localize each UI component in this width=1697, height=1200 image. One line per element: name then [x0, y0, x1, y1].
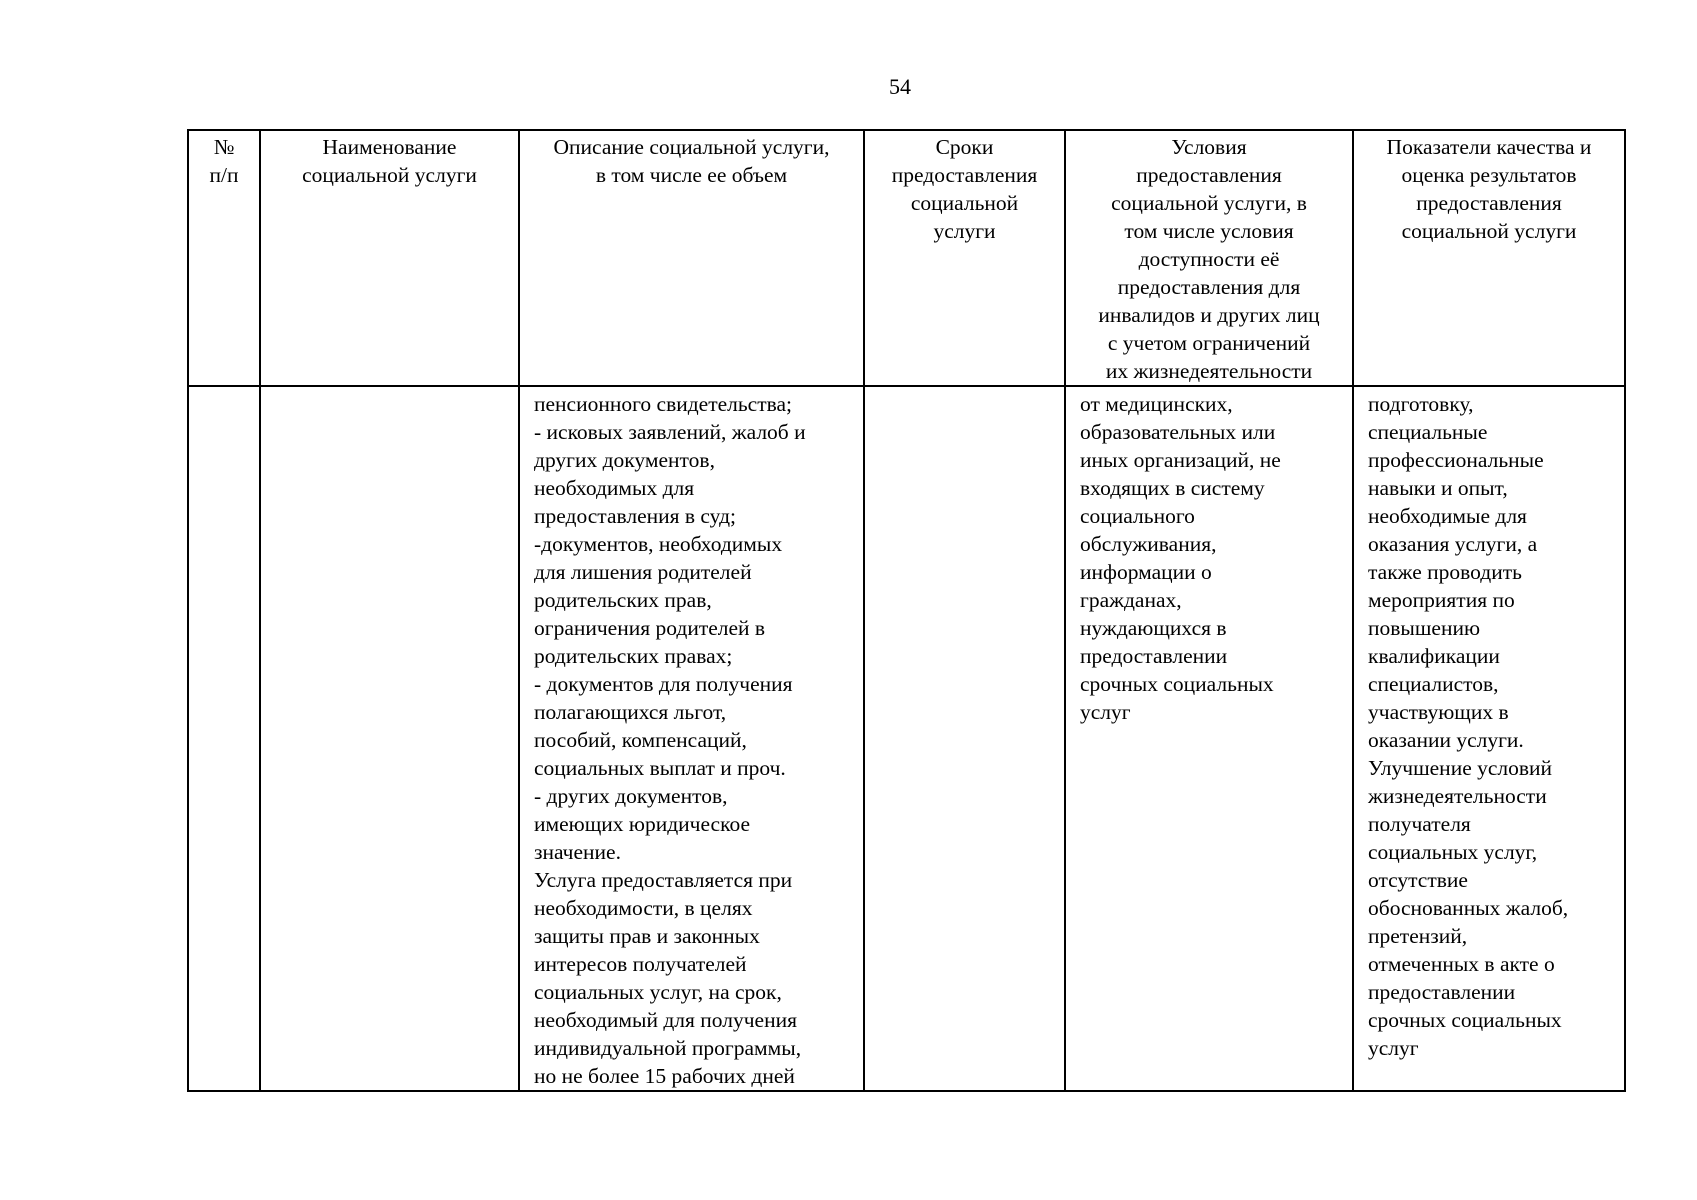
text-line: мероприятия по — [1368, 588, 1515, 612]
text-line: жизнедеятельности — [1368, 784, 1547, 808]
text-line: Условия — [1171, 135, 1247, 159]
header-service-name — [260, 130, 519, 386]
text-line: значение. — [534, 840, 621, 864]
text-line: родительских правах; — [534, 644, 733, 668]
text-line: предоставлении — [1080, 644, 1228, 668]
text-line: также проводить — [1368, 560, 1522, 584]
text-line: оценка результатов — [1401, 163, 1577, 187]
text-line: социальной — [910, 191, 1019, 215]
text-line: защиты прав и законных — [534, 924, 760, 948]
header-service-description — [519, 130, 864, 386]
text-line: срочных социальных — [1080, 672, 1274, 696]
header-service-terms — [864, 130, 1065, 386]
text-line: социальной услуги — [302, 163, 477, 187]
text-line: предоставлении — [1368, 980, 1516, 1004]
text-line: оказания услуги, а — [1368, 532, 1538, 556]
text-line: полагающихся льгот, — [534, 700, 727, 724]
cell-number — [188, 386, 260, 1091]
header-service-conditions — [1065, 130, 1353, 386]
text-line: отмеченных в акте о — [1368, 952, 1555, 976]
text-line: навыки и опыт, — [1368, 476, 1508, 500]
text-line: участвующих в — [1368, 700, 1509, 724]
text-line: информации о — [1080, 560, 1212, 584]
services-table — [187, 129, 1626, 1092]
text-line: - других документов, — [534, 784, 728, 808]
text-line: интересов получателей — [534, 952, 747, 976]
text-line: -документов, необходимых — [534, 532, 783, 556]
text-line: Показатели качества и — [1386, 135, 1592, 159]
text-line: - исковых заявлений, жалоб и — [534, 420, 806, 444]
text-line: специалистов, — [1368, 672, 1499, 696]
text-line: услуг — [1080, 700, 1131, 724]
text-line: нуждающихся в — [1080, 616, 1227, 640]
text-line: для лишения родителей — [534, 560, 752, 584]
text-line: социального — [1080, 504, 1195, 528]
text-line: услуг — [1368, 1036, 1419, 1060]
text-line: обслуживания, — [1080, 532, 1217, 556]
text-line: родительских прав, — [534, 588, 712, 612]
text-line: обоснованных жалоб, — [1368, 896, 1569, 920]
cell-service-terms — [864, 386, 1065, 1091]
text-line: пенсионного свидетельства; — [534, 392, 792, 416]
text-line: пособий, компенсаций, — [534, 728, 747, 752]
text-line: образовательных или — [1080, 420, 1276, 444]
cell-service-conditions — [1065, 386, 1353, 1091]
text-line: п/п — [209, 163, 239, 187]
text-line: отсутствие — [1368, 868, 1468, 892]
text-line: гражданах, — [1080, 588, 1182, 612]
text-line: социальных услуг, на срок, — [534, 980, 782, 1004]
text-line: предоставления для — [1117, 275, 1301, 299]
text-line: ограничения родителей в — [534, 616, 766, 640]
text-line: иных организаций, не — [1080, 448, 1281, 472]
text-line: Наименование — [322, 135, 457, 159]
text-line: социальных услуг, — [1368, 840, 1538, 864]
header-quality-indicators — [1353, 130, 1625, 386]
text-line: № — [213, 135, 235, 159]
text-line: предоставления в суд; — [534, 504, 736, 528]
text-line: Улучшение условий — [1368, 756, 1553, 780]
text-line: предоставления — [1416, 191, 1562, 215]
text-line: повышению — [1368, 616, 1481, 640]
page-number: 54 — [889, 74, 911, 99]
text-line: доступности её — [1138, 247, 1280, 271]
text-line: необходимых для — [534, 476, 695, 500]
text-line: оказании услуги. — [1368, 728, 1524, 752]
text-line: входящих в систему — [1080, 476, 1265, 500]
text-line: необходимости, в целях — [534, 896, 753, 920]
text-line: предоставления — [1136, 163, 1282, 187]
text-line: социальной услуги — [1401, 219, 1577, 243]
header-number — [188, 130, 260, 386]
text-line: претензий, — [1368, 924, 1468, 948]
text-line: - документов для получения — [534, 672, 793, 696]
text-line: но не более 15 рабочих дней — [534, 1064, 795, 1088]
text-line: квалификации — [1368, 644, 1500, 668]
text-line: имеющих юридическое — [534, 812, 751, 836]
cell-service-description — [519, 386, 864, 1091]
cell-service-name — [260, 386, 519, 1091]
text-line: специальные — [1368, 420, 1488, 444]
text-line: социальной услуги, в — [1111, 191, 1307, 215]
text-line: Сроки — [935, 135, 994, 159]
text-line: услуги — [933, 219, 996, 243]
text-line: от медицинских, — [1080, 392, 1233, 416]
text-line: том числе условия — [1124, 219, 1294, 243]
text-line: получателя — [1368, 812, 1471, 836]
cell-quality-indicators — [1353, 386, 1625, 1091]
text-line: их жизнедеятельности — [1105, 359, 1313, 383]
text-line: подготовку, — [1368, 392, 1474, 416]
text-line: социальных выплат и проч. — [534, 756, 786, 780]
text-line: профессиональные — [1368, 448, 1544, 472]
text-line: в том числе ее объем — [595, 163, 788, 187]
text-line: инвалидов и других лиц — [1098, 303, 1320, 327]
text-line: Описание социальной услуги, — [553, 135, 830, 159]
text-line: предоставления — [891, 163, 1038, 187]
text-line: с учетом ограничений — [1107, 331, 1311, 355]
text-line: Услуга предоставляется при — [534, 868, 793, 892]
text-line: срочных социальных — [1368, 1008, 1562, 1032]
table-header-row — [188, 130, 1625, 386]
text-line: необходимые для — [1368, 504, 1527, 528]
text-line: индивидуальной программы, — [534, 1036, 802, 1060]
table-row — [188, 386, 1625, 1091]
text-line: других документов, — [534, 448, 715, 472]
text-line: необходимый для получения — [534, 1008, 797, 1032]
